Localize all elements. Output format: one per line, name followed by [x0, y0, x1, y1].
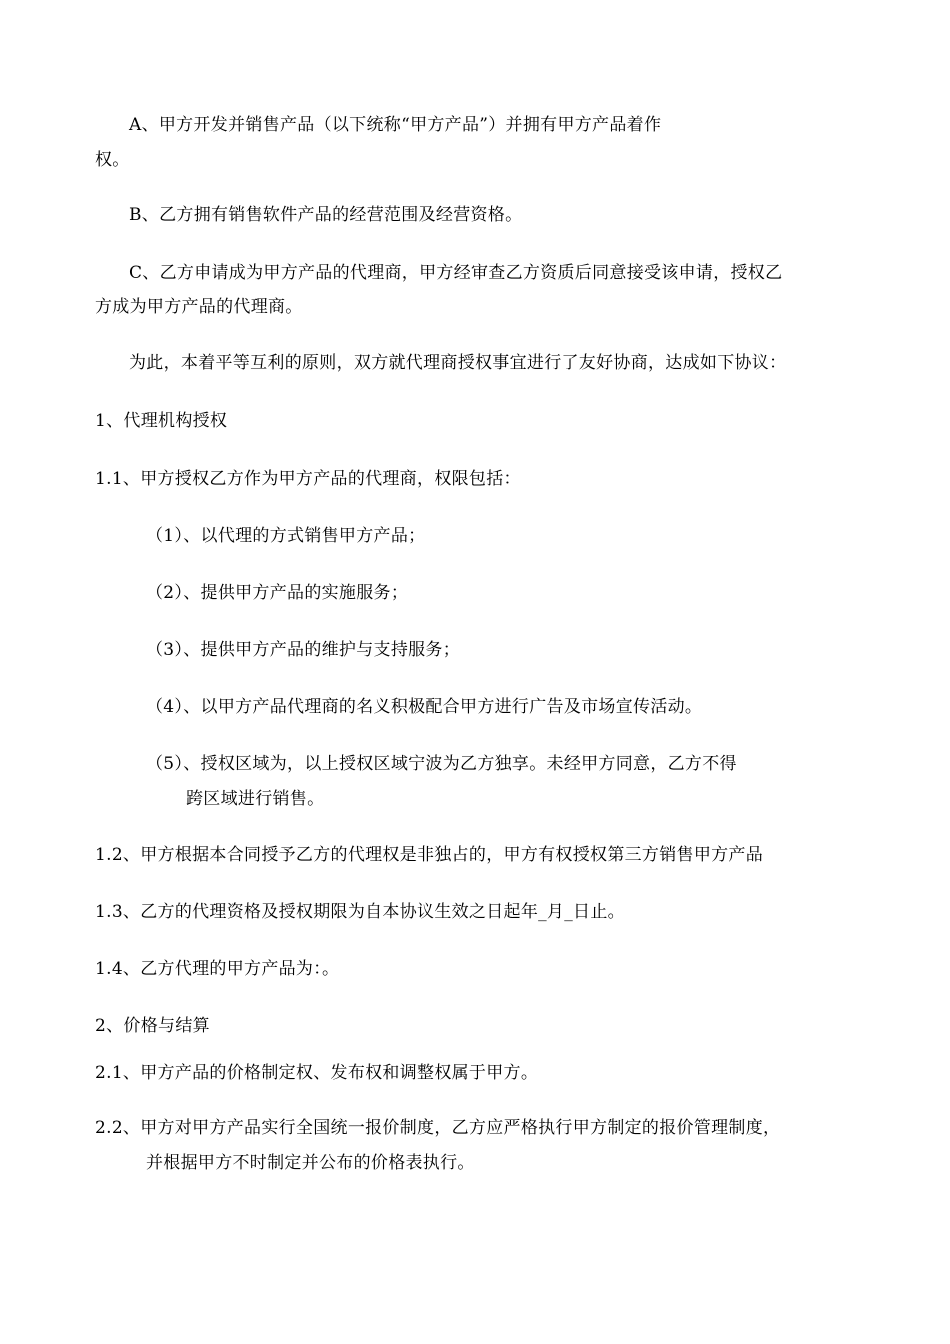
- list-item-2: （2）、提供甲方产品的实施服务；: [146, 583, 409, 603]
- clause-1-4: 1.4、乙方代理的甲方产品为：。: [95, 959, 340, 979]
- clause-c-line2: 方成为甲方产品的代理商。: [95, 297, 303, 317]
- list-item-4: （4）、以甲方产品代理商的名义积极配合甲方进行广告及市场宣传活动。: [146, 697, 703, 717]
- clause-b: B、乙方拥有销售软件产品的经营范围及经营资格。: [129, 205, 523, 225]
- clause-c-line1: C、乙方申请成为甲方产品的代理商，甲方经审查乙方资质后同意接受该申请，授权乙: [129, 263, 783, 283]
- clause-2-2-line2: 并根据甲方不时制定并公布的价格表执行。: [146, 1153, 475, 1173]
- clause-2-2-line1: 2.2、甲方对甲方产品实行全国统一报价制度，乙方应严格执行甲方制定的报价管理制度，: [95, 1118, 781, 1138]
- section1-heading: 1、代理机构授权: [95, 411, 228, 431]
- clause-a-line1: A、甲方开发并销售产品（以下统称“甲方产品”）并拥有甲方产品着作: [129, 115, 662, 135]
- intro-paragraph: 为此，本着平等互利的原则，双方就代理商授权事宜进行了友好协商，达成如下协议：: [129, 353, 787, 373]
- clause-1-1: 1.1、甲方授权乙方作为甲方产品的代理商，权限包括：: [95, 469, 521, 489]
- list-item-5-line2: 跨区域进行销售。: [186, 789, 325, 809]
- list-item-5-line1: （5）、授权区域为，以上授权区域宁波为乙方独享。未经甲方同意，乙方不得: [146, 754, 737, 774]
- clause-1-3: 1.3、乙方的代理资格及授权期限为自本协议生效之日起年_月_日止。: [95, 902, 625, 922]
- clause-a-line2: 权。: [95, 150, 130, 170]
- section2-heading: 2、价格与结算: [95, 1016, 210, 1036]
- clause-1-2: 1.2、甲方根据本合同授予乙方的代理权是非独占的，甲方有权授权第三方销售甲方产品: [95, 845, 764, 865]
- list-item-1: （1）、以代理的方式销售甲方产品；: [146, 526, 426, 546]
- list-item-3: （3）、提供甲方产品的维护与支持服务；: [146, 640, 461, 660]
- clause-2-1: 2.1、甲方产品的价格制定权、发布权和调整权属于甲方。: [95, 1063, 539, 1083]
